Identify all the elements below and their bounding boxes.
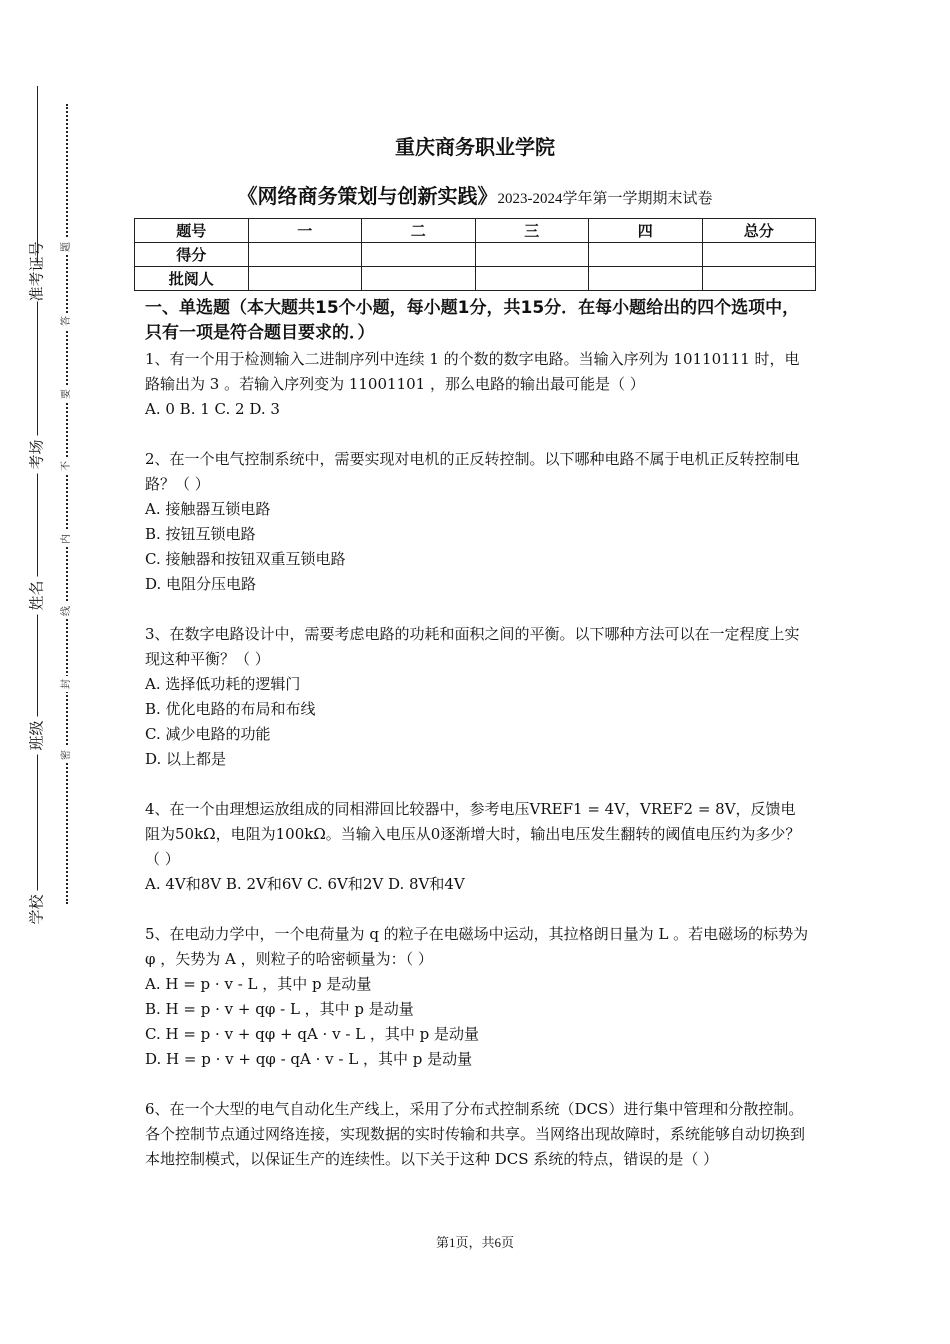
option-b: B. H = p · v + qφ - L ，其中 p 是动量: [145, 1000, 414, 1018]
warning-char: 不: [62, 458, 72, 474]
score-cell[interactable]: [702, 243, 816, 267]
score-row-label: 得分: [135, 243, 249, 267]
question-stem: 5、在电动力学中，一个电荷量为 q 的粒子在电磁场中运动，其拉格朗日量为 L 。若电磁场的标势为 φ ，矢势为 A ，则粒子的哈密顿量为：（ ）: [145, 925, 809, 968]
option-c: C. 接触器和按钮双重互锁电路: [145, 550, 346, 568]
score-col-header: 二: [362, 219, 476, 243]
warning-char: 答: [62, 313, 72, 329]
question-5: [145, 922, 810, 1072]
grader-cell[interactable]: [362, 267, 476, 291]
option-d: D. 电阻分压电路: [145, 575, 257, 593]
course-title: 《网络商务策划与创新实践》: [237, 184, 498, 208]
option-a: A. H = p · v - L ，其中 p 是动量: [145, 975, 372, 993]
field-name: 姓名: [30, 577, 45, 615]
score-table: [134, 218, 816, 291]
exam-term: 2023-2024学年第一学期期末试卷: [497, 191, 713, 207]
score-col-header: 一: [248, 219, 362, 243]
option-d: D. 以上都是: [145, 750, 227, 768]
option-c: C. H = p · v + qφ + qA · v - L ，其中 p 是动量: [145, 1025, 480, 1043]
question-list: [145, 347, 810, 1172]
question-stem: 6、在一个大型的电气自动化生产线上，采用了分布式控制系统（DCS）进行集中管理和分散控制。各个控制节点通过网络连接，实现数据的实时传输和共享。当网络出现故障时，系统能够自动切换到本地控制模式，以保证生产的连续性。以下关于这种 DCS 系统的特点，错误的是（ ）: [145, 1100, 806, 1168]
question-stem: 3、在数字电路设计中，需要考虑电路的功耗和面积之间的平衡。以下哪种方法可以在一定程度上实现这种平衡？（ ）: [145, 625, 800, 668]
question-stem: 1、有一个用于检测输入二进制序列中连续 1 的个数的数字电路。当输入序列为 10110111 时，电路输出为 3 。若输入序列变为 11001101 ，那么电路的输出最可能是（ ）: [145, 350, 800, 393]
grader-row: [135, 267, 816, 291]
question-stem: 2、在一个电气控制系统中，需要实现对电机的正反转控制。以下哪种电路不属于电机正反转控制电路？（ ）: [145, 450, 800, 493]
option-b: B. 优化电路的布局和布线: [145, 700, 316, 718]
grader-cell[interactable]: [248, 267, 362, 291]
field-class: 班级: [30, 717, 45, 755]
warning-char: 内: [62, 531, 72, 547]
option-c: C. 减少电路的功能: [145, 725, 271, 743]
school-name: 重庆商务职业学院: [395, 135, 555, 159]
question-6: [145, 1097, 810, 1172]
question-3: [145, 622, 810, 772]
question-stem: 4、在一个由理想运放组成的同相滞回比较器中，参考电压VREF1 = 4V，VREF2 = 8V，反馈电阻为50kΩ，电阻为100kΩ。当输入电压从0逐渐增大时，输出电压发生翻转的阈值电压约为多少？（ ）: [145, 800, 801, 868]
grader-row-label: 批阅人: [135, 267, 249, 291]
score-col-header: 总分: [702, 219, 816, 243]
exam-title: [0, 180, 950, 209]
grader-cell[interactable]: [702, 267, 816, 291]
question-1: [145, 347, 810, 422]
score-col-header: 四: [589, 219, 703, 243]
question-4: [145, 797, 810, 897]
warning-char: 题: [62, 239, 72, 255]
question-options: A. 4V和8V B. 2V和6V C. 6V和2V D. 8V和4V: [145, 875, 465, 893]
field-admission-number: 准考证号: [27, 241, 46, 302]
binding-line: [37, 86, 38, 928]
grader-cell[interactable]: [475, 267, 589, 291]
score-col-header: 三: [475, 219, 589, 243]
score-cell[interactable]: [589, 243, 703, 267]
option-a: A. 选择低功耗的逻辑门: [145, 675, 301, 693]
score-cell[interactable]: [475, 243, 589, 267]
option-a: A. 接触器互锁电路: [145, 500, 271, 518]
field-exam-room: 考场: [30, 436, 45, 474]
score-col-header: 题号: [135, 219, 249, 243]
page-number: 第1页，共6页: [435, 1235, 514, 1250]
warning-char: 密: [62, 747, 72, 763]
seal-dotted-line: [66, 104, 68, 904]
score-cell[interactable]: [362, 243, 476, 267]
question-options: A. 0 B. 1 C. 2 D. 3: [145, 400, 280, 418]
question-2: [145, 447, 810, 597]
warning-char: 封: [62, 676, 72, 692]
warning-char: 要: [62, 386, 72, 402]
warning-char: 线: [62, 603, 72, 619]
grader-cell[interactable]: [589, 267, 703, 291]
score-cell[interactable]: [248, 243, 362, 267]
score-row: [135, 243, 816, 267]
section-heading: 一、单选题（本大题共15个小题，每小题1分，共15分．在每小题给出的四个选项中，只有一项是符合题目要求的．）: [145, 298, 800, 343]
option-d: D. H = p · v + qφ - qA · v - L ，其中 p 是动量: [145, 1050, 473, 1068]
score-table-header-row: [135, 219, 816, 243]
option-b: B. 按钮互锁电路: [145, 525, 256, 543]
field-school: 学校: [30, 891, 45, 929]
